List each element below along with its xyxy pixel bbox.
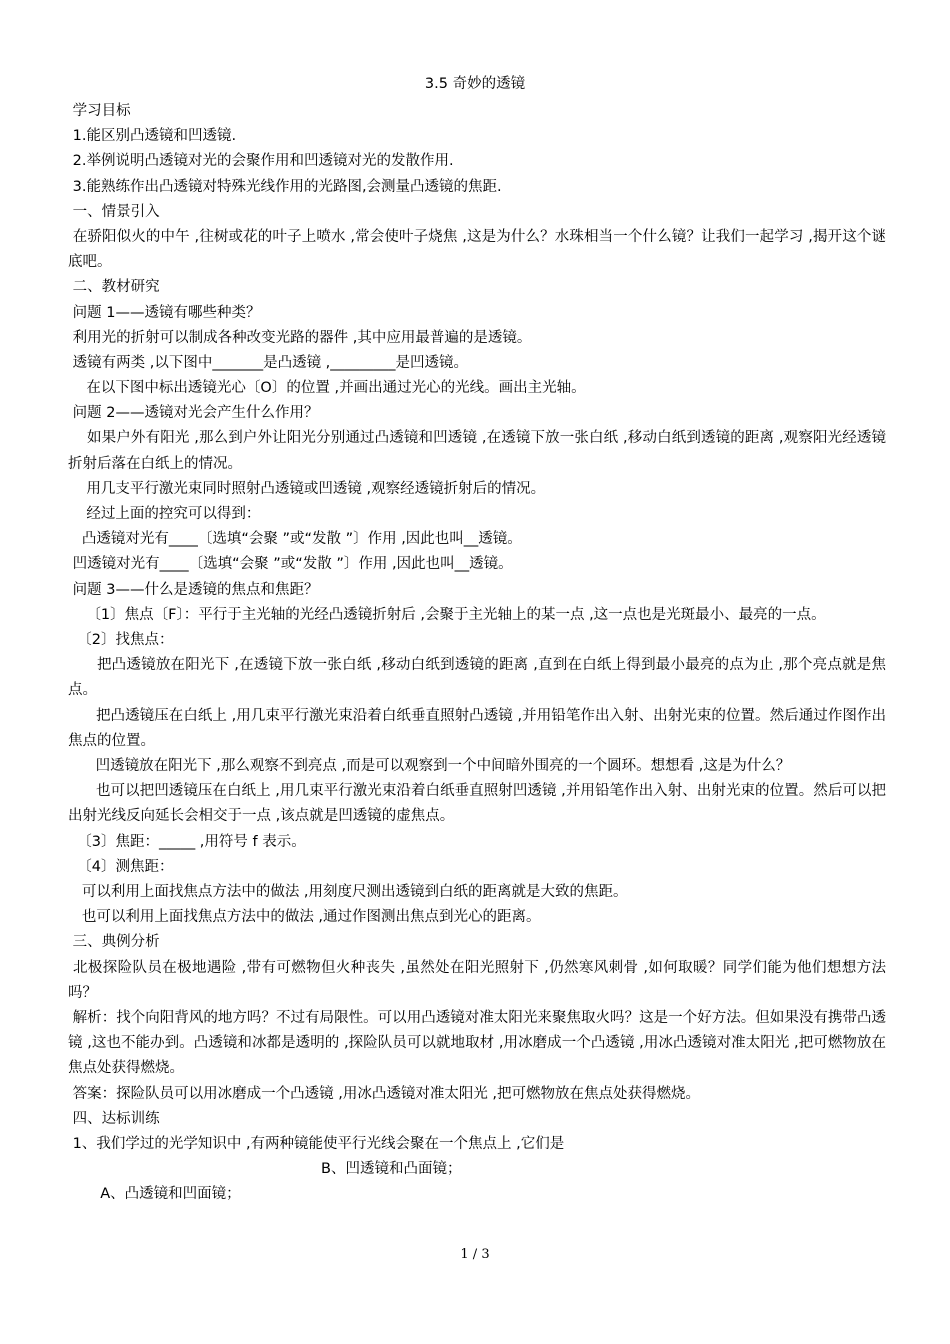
- question-2-heading: 问题 2——透镜对光会产生什么作用？: [68, 405, 319, 422]
- question-1-line-2: 透镜有两类 ,以下图中_______是凸透镜 ,_________是凹透镜。: [68, 354, 469, 371]
- objective-item-1: 1.能区别凸透镜和凹透镜.: [68, 128, 237, 145]
- example-question: 北极探险队员在极地遇险 ,带有可燃物但火种丧失 ,虽然处在阳光照射下 ,仍然寒风刺骨 ,如何取暖？同学们能为他们想想方法吗？: [68, 959, 887, 1001]
- practice-question-1: 1、我们学过的光学知识中 ,有两种镜能使平行光线会聚在一个焦点上 ,它们是: [68, 1135, 565, 1152]
- question-2-paragraph-1: 如果户外有阳光 ,那么到户外让阳光分别通过凸透镜和凹透镜 ,在透镜下放一张白纸 ,移动白纸到透镜的距离 ,观察阳光经透镜折射后落在白纸上的情况。: [68, 430, 887, 472]
- find-focus-paragraph-1: 把凸透镜放在阳光下 ,在透镜下放一张白纸 ,移动白纸到透镜的距离 ,直到在白纸上得到最小最亮的点为止 ,那个亮点就是焦点。: [68, 657, 886, 699]
- study-heading: 二、教材研究: [68, 279, 160, 296]
- focal-length-line: 〔3〕焦距：_____ ,用符号 f 表示。: [68, 833, 306, 850]
- document-title: 3.5 奇妙的透镜: [424, 76, 526, 92]
- find-focus-heading: 〔2〕找焦点：: [68, 632, 174, 649]
- example-heading: 三、典例分析: [68, 934, 160, 951]
- question-1-heading: 问题 1——透镜有哪些种类？: [68, 304, 261, 321]
- question-2-line-4: 凸透镜对光有____〔选填“会聚 ”或“发散 ”〕作用 ,因此也叫__透镜。: [68, 531, 522, 548]
- objective-item-2: 2.举例说明凸透镜对光的会聚作用和凹透镜对光的发散作用.: [68, 153, 454, 170]
- question-1-line-3: 在以下图中标出透镜光心〔O〕的位置 ,并画出通过光心的光线。画出主光轴。: [68, 380, 586, 397]
- find-focus-paragraph-2: 把凸透镜压在白纸上 ,用几束平行激光束沿着白纸垂直照射凸透镜 ,并用铅笔作出入射、出射光束的位置。然后通过作图作出焦点的位置。: [68, 707, 886, 749]
- option-b: B、凹透镜和凸面镜；: [321, 1161, 462, 1178]
- objectives-heading: 学习目标: [68, 103, 131, 119]
- question-2-line-3: 经过上面的控究可以得到：: [68, 506, 261, 523]
- objective-item-3: 3.能熟练作出凸透镜对特殊光线作用的光路图,会测量凸透镜的焦距.: [68, 178, 502, 195]
- measure-focal-length-line-2: 也可以利用上面找焦点方法中的做法 ,通过作图测出焦点到光心的距离。: [68, 909, 541, 926]
- measure-focal-length-heading: 〔4〕测焦距：: [68, 858, 174, 875]
- measure-focal-length-line-1: 可以利用上面找焦点方法中的做法 ,用刻度尺测出透镜到白纸的距离就是大致的焦距。: [68, 884, 628, 900]
- option-a: A、凸透镜和凹面镜；: [95, 1186, 241, 1203]
- focal-point-definition: 〔1〕焦点〔F〕：平行于主光轴的光经凸透镜折射后 ,会聚于主光轴上的某一点 ,这一点也是光斑最小、最亮的一点。: [68, 606, 826, 623]
- intro-heading: 一、情景引入: [68, 203, 160, 220]
- example-analysis: 解析：找个向阳背风的地方吗？不过有局限性。可以用凸透镜对准太阳光来聚焦取火吗？这是一个好方法。但如果没有携带凸透镜 ,这也不能办到。凸透镜和冰都是透明的 ,探险队员可以就地取材 ,用冰磨成一个凸透镜 ,用冰凸透镜对准太阳光 ,把可燃物放在焦点处获得燃烧。: [68, 1009, 887, 1077]
- intro-paragraph: 在骄阳似火的中午 ,往树或花的叶子上喷水 ,常会使叶子烧焦 ,这是为什么？水珠相当一个什么镜？让我们一起学习 ,揭开这个谜底吧。: [68, 228, 887, 271]
- question-2-line-5: 凹透镜对光有____〔选填“会聚 ”或“发散 ”〕作用 ,因此也叫__透镜。: [68, 556, 513, 573]
- question-2-line-2: 用几支平行激光束同时照射凸透镜或凹透镜 ,观察经透镜折射后的情况。: [68, 480, 546, 497]
- document-body: [68, 99, 887, 1203]
- question-1-line-1: 利用光的折射可以制成各种改变光路的器件 ,其中应用最普遍的是透镜。: [68, 329, 532, 346]
- question-3-heading: 问题 3——什么是透镜的焦点和焦距？: [68, 581, 319, 598]
- find-focus-paragraph-4: 也可以把凹透镜压在白纸上 ,用几束平行激光束沿着白纸垂直照射凹透镜 ,并用铅笔作出入射、出射光束的位置。然后可以把出射光线反向延长会相交于一点 ,该点就是凹透镜的虚焦点。: [68, 783, 886, 825]
- page-number: 1 / 3: [460, 1247, 490, 1262]
- practice-heading: 四、达标训练: [68, 1110, 160, 1127]
- practice-question-1-options: [68, 1157, 886, 1203]
- example-answer: 答案：探险队员可以用冰磨成一个凸透镜 ,用冰凸透镜对准太阳光 ,把可燃物放在焦点处获得燃烧。: [68, 1085, 701, 1102]
- find-focus-paragraph-3: 凹透镜放在阳光下 ,那么观察不到亮点 ,而是可以观察到一个中间暗外围亮的一个圆环。想想看 ,这是为什么？: [68, 758, 791, 775]
